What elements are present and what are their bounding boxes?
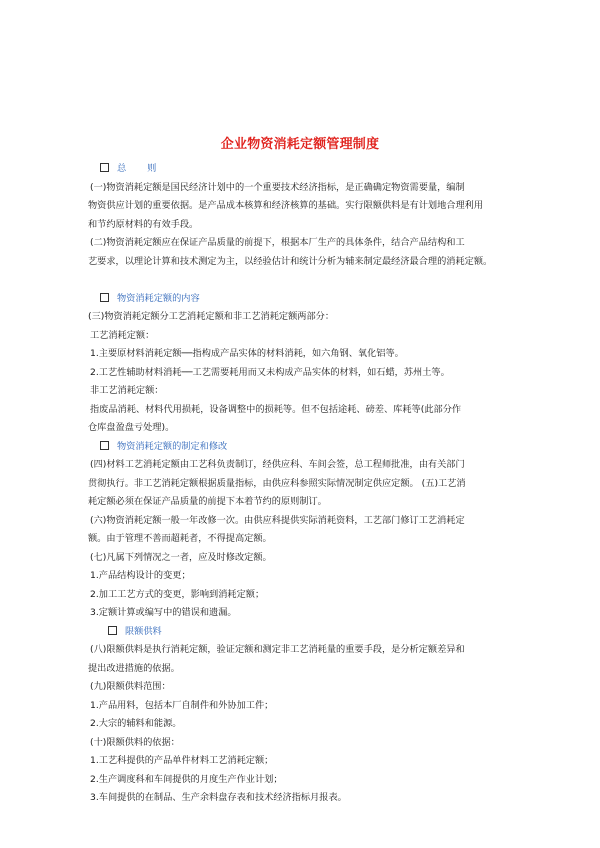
paragraph: 耗定额必须在保证产品质量的前提下本着节约的原则制订。: [88, 496, 327, 507]
paragraph: 2.工艺性辅助材料消耗──工艺需要耗用而又未构成产品实体的材料，如石蜡，苏州土等。: [90, 366, 450, 378]
paragraph: (六)物资消耗定额一般一年改修一次。由供应科提供实际消耗资料，工艺部门修订工艺消耗定: [90, 514, 465, 526]
paragraph: 物资供应计划的重要依据。是产品成本核算和经济核算的基础。实行限额供料是有计划地合理利用: [88, 200, 484, 211]
list-item: 2.加工工艺方式的变更，影响到消耗定额；: [90, 588, 265, 600]
list-item: 3.车间提供的在制品、生产余料盘存表和技术经济指标月报表。: [90, 792, 347, 803]
paragraph: (七)凡属下列情况之一者，应及时修改定额。: [90, 551, 272, 563]
checkbox-square-icon: [100, 293, 109, 302]
spacer: [88, 271, 524, 290]
checkbox-square-icon: [100, 163, 109, 172]
paragraph: 1.主要原材料消耗定额──指构成产品实体的材料消耗，如六角钢、氧化铝等。: [90, 348, 404, 359]
section-heading-general: 总 则: [88, 160, 524, 179]
list-item: 2.生产调度科和车间提供的月度生产作业计划；: [90, 773, 283, 785]
list-item: 1.产品用料，包括本厂自制件和外协加工件；: [90, 699, 274, 711]
paragraph: (一)物资消耗定额是国民经济计划中的一个重要技术经济指标，是正确确定物资需要量，编制: [90, 181, 465, 193]
section-heading-content: 物资消耗定额的内容: [88, 290, 524, 309]
paragraph: (八)限额供料是执行消耗定额，验证定额和测定非工艺消耗量的重要手段，是分析定额差异和: [90, 644, 465, 655]
list-item: 1.产品结构设计的变更；: [90, 570, 191, 581]
paragraph: 和节约原材料的有效手段。: [88, 218, 199, 230]
document-title: 企业物资消耗定额管理制度: [220, 137, 380, 152]
checkbox-square-icon: [100, 441, 109, 450]
list-item: 1.工艺科提供的产品单件材料工艺消耗定额；: [90, 755, 274, 766]
paragraph: (九)限额供料范围：: [90, 681, 171, 692]
paragraph: 仓库盘盈盘亏处理)。: [88, 422, 175, 433]
paragraph: 工艺消耗定额：: [90, 329, 155, 341]
paragraph: 艺要求，以理论计算和技术测定为主，以经验估计和统计分析为辅来制定最经济最合理的消耗定额。: [88, 255, 493, 267]
checkbox-square-icon: [108, 626, 117, 635]
paragraph: 贯彻执行。非工艺消耗定额根据质量指标，由供应科参照实际情况制定供应定额。 (五)工艺消: [88, 477, 466, 489]
paragraph: (三)物资消耗定额分工艺消耗定额和非工艺消耗定额两部分：: [88, 311, 335, 322]
paragraph: 提出改进措施的依据。: [88, 662, 180, 674]
paragraph: (十)限额供料的依据：: [90, 736, 180, 748]
paragraph: (四)材料工艺消耗定额由工艺科负责制订，经供应科、车间会签，总工程师批准，由有关部门: [90, 459, 465, 470]
section-heading-quota-supply: 限额供料: [88, 623, 524, 642]
document-body: [88, 160, 524, 808]
section-heading-formulation: 物资消耗定额的制定和修改: [88, 438, 524, 457]
list-item: 3.定额计算或编写中的错误和遗漏。: [90, 607, 237, 618]
list-item: 2.大宗的辅料和能源。: [90, 718, 182, 729]
paragraph: 非工艺消耗定额：: [90, 385, 164, 396]
paragraph: 额。由于管理不善而超耗者，不得提高定额。: [88, 533, 272, 544]
paragraph: (二)物资消耗定额应在保证产品质量的前提下，根据本厂生产的具体条件，结合产品结构和工: [90, 237, 465, 248]
paragraph: 指废品消耗、材料代用损耗，设备调整中的损耗等。但不包括途耗、磅差、库耗等(此部分作: [90, 403, 462, 415]
